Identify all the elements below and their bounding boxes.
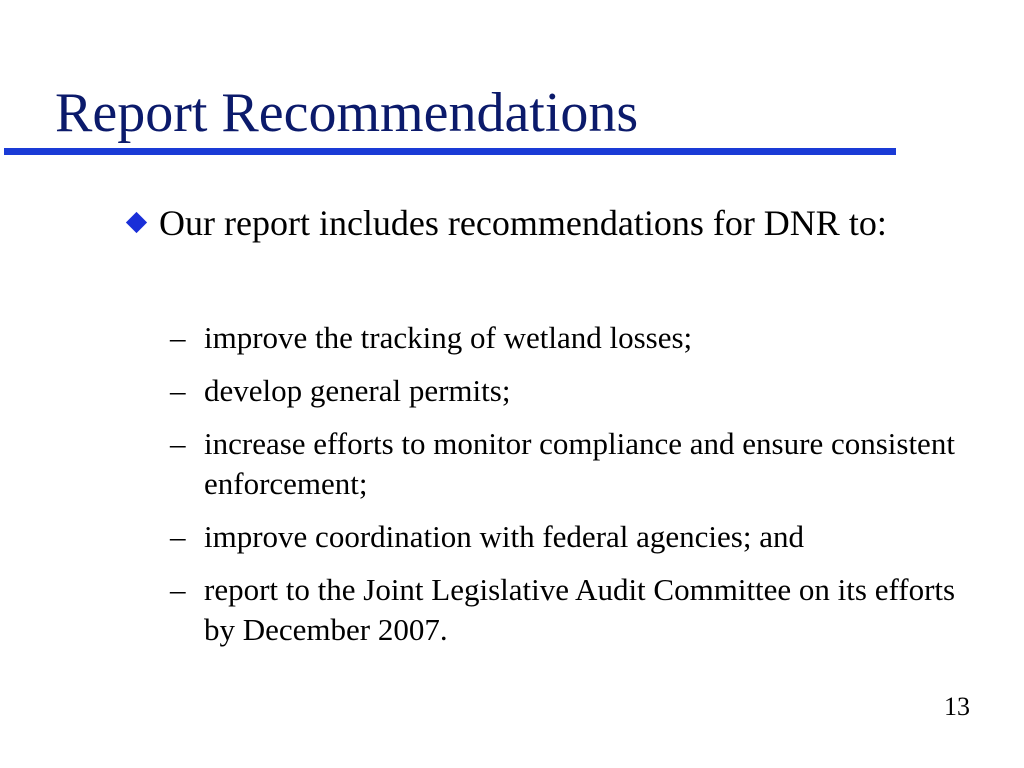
dash-bullet-icon: – [170, 373, 186, 408]
sub-bullet-text: increase efforts to monitor compliance and ensure consistent enforcement; [204, 426, 955, 501]
main-bullet-row [125, 200, 945, 246]
sub-bullet-item [170, 517, 970, 557]
dash-bullet-icon: – [170, 426, 186, 461]
sub-bullet-text: improve coordination with federal agencies; and [204, 519, 804, 554]
title-underline-rule [4, 148, 896, 155]
diamond-bullet-icon [126, 212, 147, 233]
sub-bullet-item [170, 570, 970, 650]
sub-bullet-item [170, 424, 970, 504]
page-number: 13 [944, 692, 970, 721]
sub-bullet-text: develop general permits; [204, 373, 511, 408]
sub-bullet-item [170, 318, 970, 358]
main-bullet-text: Our report includes recommendations for DNR to: [159, 203, 887, 243]
sub-bullet-text: report to the Joint Legislative Audit Committee on its efforts by December 2007. [204, 572, 956, 647]
dash-bullet-icon: – [170, 572, 186, 607]
dash-bullet-icon: – [170, 519, 186, 554]
main-bullet [125, 200, 945, 246]
slide-title: Report Recommendations [55, 82, 639, 144]
sub-bullet-text: improve the tracking of wetland losses; [204, 320, 693, 355]
dash-bullet-icon: – [170, 320, 186, 355]
sub-bullet-item [170, 371, 970, 411]
sub-bullet-list [170, 318, 970, 663]
